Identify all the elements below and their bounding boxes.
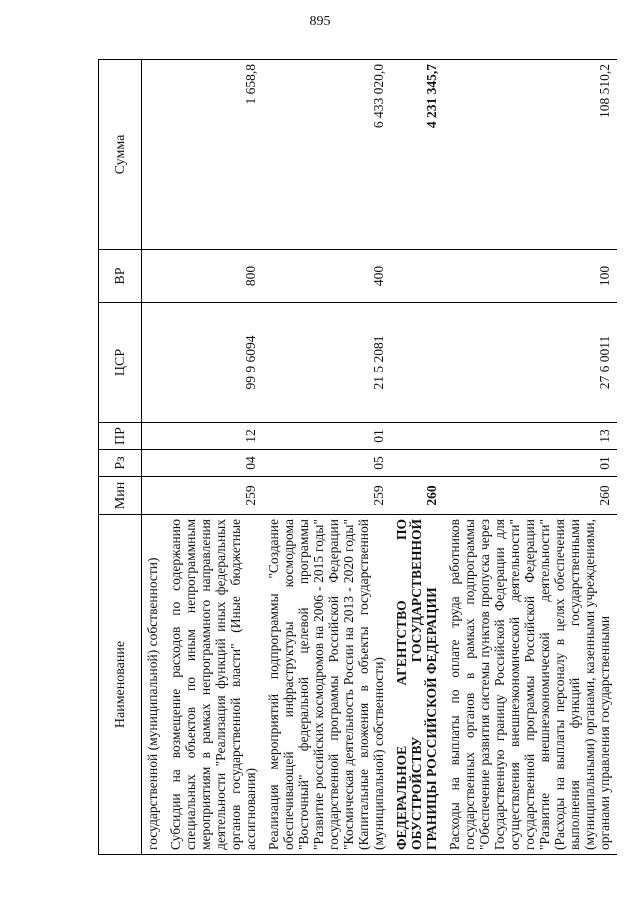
row-rz: 01 xyxy=(444,450,617,477)
row-sum: 108 510,2 xyxy=(444,60,617,250)
rotated-document xyxy=(98,60,612,855)
table-row-agency xyxy=(391,60,444,855)
row-vr: 400 xyxy=(263,250,391,303)
row-rz xyxy=(391,450,444,477)
table-header-row xyxy=(99,60,142,855)
row-pr: 01 xyxy=(263,423,391,450)
row-name: государственной (муниципальной) собственности) xyxy=(142,515,166,855)
budget-table xyxy=(98,59,617,855)
table-row xyxy=(142,60,166,855)
row-pr xyxy=(391,423,444,450)
table-row xyxy=(165,60,263,855)
row-name: Расходы на выплаты по оплате труда работников государственных органов в рамках подпрограммы "Обеспечение развития системы пунктов пропуска через Государственную границу Российской Федерации для осуществления внешнеэкономической деятельности" государственной программы Российской Федерации "Развитие внешнеэкономической деятельности" (Расходы на выплаты персоналу в целях обеспечения выполнения функций государственными (муниципальными) органами, казенными учреждениями, органами управления государственными xyxy=(444,515,617,855)
row-sum: 6 433 020,0 xyxy=(263,60,391,250)
header-csr: ЦСР xyxy=(99,303,142,423)
row-sum: 4 231 345,7 xyxy=(391,60,444,250)
page-number: 895 xyxy=(309,14,331,29)
header-name: Наименование xyxy=(99,515,142,855)
row-name: Реализация мероприятий подпрограммы "Создание обеспечивающей инфраструктуры космодрома "Восточный" федеральной целевой программы "Развитие российских космодромов на 2006 - 2015 годы" государственной программы Российской Федерации "Космическая деятельность России на 2013 - 2020 годы" (Капитальные вложения в объекты государственной (муниципальной) собственности) xyxy=(263,515,391,855)
row-min: 259 xyxy=(263,477,391,515)
row-min: 260 xyxy=(391,477,444,515)
row-name: Субсидии на возмещение расходов по содержанию специальных объектов по иным непрограммным мероприятиям в рамках непрограммного направления деятельности "Реализация функций иных федеральных органов государственной власти" (Иные бюджетные ассигнования) xyxy=(165,515,263,855)
row-pr: 13 xyxy=(444,423,617,450)
row-vr: 100 xyxy=(444,250,617,303)
row-min: 260 xyxy=(444,477,617,515)
row-pr: 12 xyxy=(165,423,263,450)
table-row xyxy=(263,60,391,855)
row-sum xyxy=(142,60,166,250)
row-vr: 800 xyxy=(165,250,263,303)
row-vr xyxy=(142,250,166,303)
row-csr: 21 5 2081 xyxy=(263,303,391,423)
row-csr: 27 6 0011 xyxy=(444,303,617,423)
header-min: Мин xyxy=(99,477,142,515)
row-csr xyxy=(142,303,166,423)
header-rz: Рз xyxy=(99,450,142,477)
row-rz xyxy=(142,450,166,477)
row-csr xyxy=(391,303,444,423)
header-vr: ВР xyxy=(99,250,142,303)
header-pr: ПР xyxy=(99,423,142,450)
row-min: 259 xyxy=(165,477,263,515)
row-rz: 05 xyxy=(263,450,391,477)
row-csr: 99 9 6094 xyxy=(165,303,263,423)
row-name: ФЕДЕРАЛЬНОЕ АГЕНТСТВО ПО ОБУСТРОЙСТВУ ГОСУДАРСТВЕННОЙ ГРАНИЦЫ РОССИЙСКОЙ ФЕДЕРАЦИИ xyxy=(391,515,444,855)
table-row xyxy=(444,60,617,855)
row-pr xyxy=(142,423,166,450)
row-vr xyxy=(391,250,444,303)
row-sum: 1 658,8 xyxy=(165,60,263,250)
header-sum: Сумма xyxy=(99,60,142,250)
row-min xyxy=(142,477,166,515)
row-rz: 04 xyxy=(165,450,263,477)
